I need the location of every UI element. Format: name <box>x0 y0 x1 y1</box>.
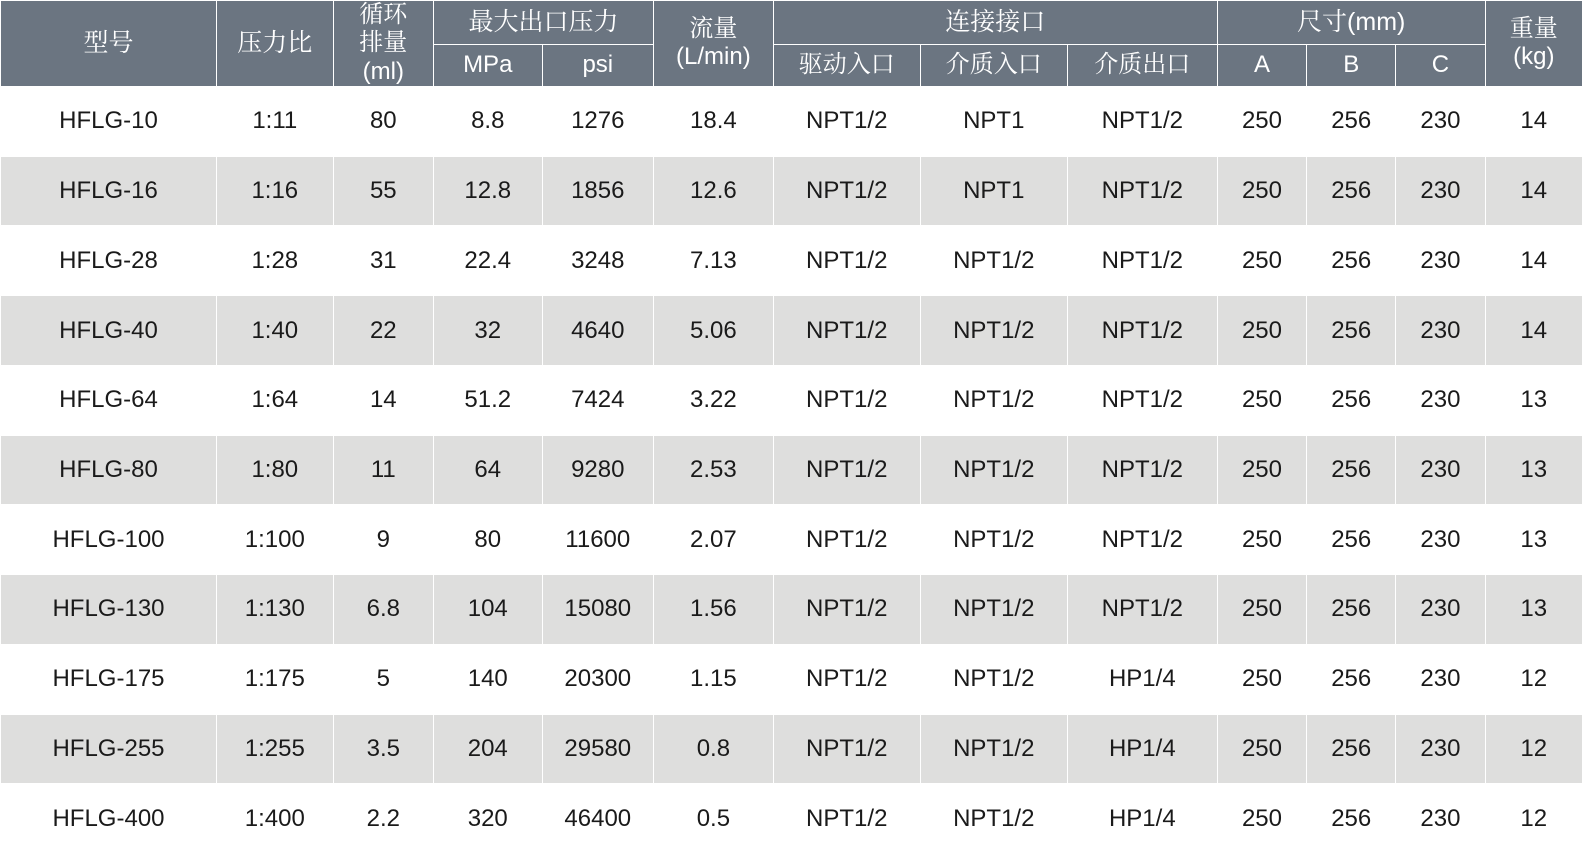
cell-model: HFLG-100 <box>1 505 217 575</box>
cell-displacement: 31 <box>333 226 433 296</box>
cell-model: HFLG-80 <box>1 435 217 505</box>
header-flow-unit: (L/min) <box>676 43 751 71</box>
header-weight-label: 重量 <box>1509 15 1558 43</box>
cell-flow: 3.22 <box>654 365 774 435</box>
cell-flow: 18.4 <box>654 86 774 156</box>
cell-dim-a: 250 <box>1217 86 1306 156</box>
cell-dim-c: 230 <box>1396 784 1485 854</box>
cell-dim-b: 256 <box>1307 296 1396 366</box>
cell-ratio: 1:64 <box>217 365 334 435</box>
cell-weight: 12 <box>1485 714 1582 784</box>
cell-dim-c: 230 <box>1396 505 1485 575</box>
cell-model: HFLG-28 <box>1 226 217 296</box>
cell-dim-b: 256 <box>1307 505 1396 575</box>
cell-model: HFLG-10 <box>1 86 217 156</box>
cell-displacement: 22 <box>333 296 433 366</box>
cell-displacement: 14 <box>333 365 433 435</box>
cell-psi: 9280 <box>542 435 654 505</box>
cell-model: HFLG-64 <box>1 365 217 435</box>
cell-ratio: 1:28 <box>217 226 334 296</box>
cell-ratio: 1:80 <box>217 435 334 505</box>
cell-dim-b: 256 <box>1307 156 1396 226</box>
table-row <box>1 505 1583 575</box>
cell-dim-b: 256 <box>1307 365 1396 435</box>
cell-dim-b: 256 <box>1307 435 1396 505</box>
cell-media-inlet: NPT1/2 <box>920 575 1067 645</box>
cell-media-inlet: NPT1/2 <box>920 365 1067 435</box>
cell-dim-b: 256 <box>1307 784 1396 854</box>
table-row <box>1 365 1583 435</box>
cell-dim-a: 250 <box>1217 644 1306 714</box>
header-connection: 连接接口 <box>773 1 1217 45</box>
cell-weight: 14 <box>1485 296 1582 366</box>
cell-drive-inlet: NPT1/2 <box>773 714 920 784</box>
cell-media-outlet: NPT1/2 <box>1067 505 1217 575</box>
header-cycle-displacement-line2: 排量 <box>359 29 408 57</box>
cell-mpa: 204 <box>434 714 543 784</box>
cell-drive-inlet: NPT1/2 <box>773 226 920 296</box>
cell-model: HFLG-16 <box>1 156 217 226</box>
cell-psi: 15080 <box>542 575 654 645</box>
table-header <box>1 1 1583 87</box>
cell-media-outlet: NPT1/2 <box>1067 575 1217 645</box>
header-max-outlet-pressure: 最大出口压力 <box>434 1 654 45</box>
header-flow <box>654 1 774 87</box>
cell-dim-c: 230 <box>1396 156 1485 226</box>
cell-mpa: 51.2 <box>434 365 543 435</box>
table-row <box>1 575 1583 645</box>
cell-media-outlet: NPT1/2 <box>1067 296 1217 366</box>
cell-mpa: 140 <box>434 644 543 714</box>
cell-media-outlet: NPT1/2 <box>1067 365 1217 435</box>
cell-psi: 20300 <box>542 644 654 714</box>
table-row <box>1 435 1583 505</box>
header-dim-c: C <box>1396 44 1485 86</box>
cell-displacement: 80 <box>333 86 433 156</box>
header-row-1 <box>1 1 1583 45</box>
cell-media-inlet: NPT1/2 <box>920 644 1067 714</box>
cell-drive-inlet: NPT1/2 <box>773 784 920 854</box>
cell-ratio: 1:40 <box>217 296 334 366</box>
header-dimensions: 尺寸(mm) <box>1217 1 1485 45</box>
table-row <box>1 714 1583 784</box>
cell-flow: 0.8 <box>654 714 774 784</box>
cell-media-outlet: NPT1/2 <box>1067 86 1217 156</box>
cell-media-inlet: NPT1/2 <box>920 714 1067 784</box>
cell-dim-c: 230 <box>1396 714 1485 784</box>
cell-displacement: 9 <box>333 505 433 575</box>
cell-dim-b: 256 <box>1307 714 1396 784</box>
cell-displacement: 6.8 <box>333 575 433 645</box>
cell-flow: 7.13 <box>654 226 774 296</box>
cell-mpa: 80 <box>434 505 543 575</box>
cell-media-outlet: NPT1/2 <box>1067 435 1217 505</box>
cell-media-outlet: HP1/4 <box>1067 714 1217 784</box>
cell-dim-b: 256 <box>1307 226 1396 296</box>
cell-drive-inlet: NPT1/2 <box>773 296 920 366</box>
cell-dim-a: 250 <box>1217 296 1306 366</box>
cell-dim-c: 230 <box>1396 365 1485 435</box>
cell-weight: 14 <box>1485 86 1582 156</box>
header-cycle-displacement-line1: 循环 <box>359 1 408 28</box>
cell-psi: 1276 <box>542 86 654 156</box>
cell-flow: 1.15 <box>654 644 774 714</box>
cell-mpa: 8.8 <box>434 86 543 156</box>
cell-mpa: 12.8 <box>434 156 543 226</box>
cell-psi: 7424 <box>542 365 654 435</box>
cell-drive-inlet: NPT1/2 <box>773 365 920 435</box>
cell-media-inlet: NPT1 <box>920 86 1067 156</box>
header-media-outlet: 介质出口 <box>1067 44 1217 86</box>
header-dim-b: B <box>1307 44 1396 86</box>
cell-dim-b: 256 <box>1307 644 1396 714</box>
cell-dim-a: 250 <box>1217 365 1306 435</box>
cell-weight: 13 <box>1485 365 1582 435</box>
cell-dim-c: 230 <box>1396 435 1485 505</box>
cell-dim-a: 250 <box>1217 435 1306 505</box>
cell-media-outlet: HP1/4 <box>1067 644 1217 714</box>
cell-ratio: 1:175 <box>217 644 334 714</box>
cell-media-inlet: NPT1/2 <box>920 435 1067 505</box>
cell-media-inlet: NPT1/2 <box>920 784 1067 854</box>
cell-flow: 2.07 <box>654 505 774 575</box>
cell-psi: 4640 <box>542 296 654 366</box>
cell-ratio: 1:11 <box>217 86 334 156</box>
cell-ratio: 1:130 <box>217 575 334 645</box>
cell-displacement: 5 <box>333 644 433 714</box>
table-row <box>1 226 1583 296</box>
table-row <box>1 644 1583 714</box>
cell-dim-a: 250 <box>1217 714 1306 784</box>
header-flow-label: 流量 <box>689 15 738 43</box>
cell-weight: 12 <box>1485 644 1582 714</box>
header-dim-a: A <box>1217 44 1306 86</box>
table-body <box>1 86 1583 853</box>
cell-mpa: 320 <box>434 784 543 854</box>
cell-weight: 13 <box>1485 505 1582 575</box>
cell-media-inlet: NPT1/2 <box>920 296 1067 366</box>
cell-drive-inlet: NPT1/2 <box>773 644 920 714</box>
cell-media-outlet: NPT1/2 <box>1067 226 1217 296</box>
cell-drive-inlet: NPT1/2 <box>773 575 920 645</box>
cell-ratio: 1:400 <box>217 784 334 854</box>
cell-drive-inlet: NPT1/2 <box>773 156 920 226</box>
cell-psi: 1856 <box>542 156 654 226</box>
table-row <box>1 296 1583 366</box>
cell-psi: 11600 <box>542 505 654 575</box>
cell-mpa: 64 <box>434 435 543 505</box>
header-mpa: MPa <box>434 44 543 86</box>
cell-mpa: 104 <box>434 575 543 645</box>
cell-media-inlet: NPT1/2 <box>920 226 1067 296</box>
header-cycle-displacement <box>333 1 433 87</box>
cell-media-outlet: NPT1/2 <box>1067 156 1217 226</box>
cell-flow: 5.06 <box>654 296 774 366</box>
cell-ratio: 1:16 <box>217 156 334 226</box>
cell-weight: 13 <box>1485 575 1582 645</box>
cell-flow: 2.53 <box>654 435 774 505</box>
cell-displacement: 55 <box>333 156 433 226</box>
header-model: 型号 <box>1 1 217 87</box>
cell-dim-c: 230 <box>1396 226 1485 296</box>
cell-dim-b: 256 <box>1307 575 1396 645</box>
header-weight <box>1485 1 1582 87</box>
cell-ratio: 1:255 <box>217 714 334 784</box>
header-drive-inlet: 驱动入口 <box>773 44 920 86</box>
cell-dim-a: 250 <box>1217 575 1306 645</box>
table-row <box>1 156 1583 226</box>
header-cycle-displacement-unit: (ml) <box>362 57 404 85</box>
cell-dim-c: 230 <box>1396 86 1485 156</box>
cell-media-inlet: NPT1/2 <box>920 505 1067 575</box>
cell-psi: 46400 <box>542 784 654 854</box>
cell-dim-c: 230 <box>1396 644 1485 714</box>
cell-weight: 14 <box>1485 226 1582 296</box>
cell-dim-a: 250 <box>1217 784 1306 854</box>
cell-model: HFLG-40 <box>1 296 217 366</box>
cell-psi: 3248 <box>542 226 654 296</box>
table-row <box>1 86 1583 156</box>
cell-dim-c: 230 <box>1396 575 1485 645</box>
cell-drive-inlet: NPT1/2 <box>773 505 920 575</box>
cell-drive-inlet: NPT1/2 <box>773 435 920 505</box>
cell-flow: 0.5 <box>654 784 774 854</box>
cell-weight: 13 <box>1485 435 1582 505</box>
header-pressure-ratio: 压力比 <box>217 1 334 87</box>
cell-weight: 14 <box>1485 156 1582 226</box>
cell-weight: 12 <box>1485 784 1582 854</box>
cell-displacement: 3.5 <box>333 714 433 784</box>
cell-displacement: 2.2 <box>333 784 433 854</box>
cell-model: HFLG-130 <box>1 575 217 645</box>
header-psi: psi <box>542 44 654 86</box>
cell-mpa: 22.4 <box>434 226 543 296</box>
cell-dim-b: 256 <box>1307 86 1396 156</box>
cell-media-outlet: HP1/4 <box>1067 784 1217 854</box>
header-media-inlet: 介质入口 <box>920 44 1067 86</box>
cell-dim-a: 250 <box>1217 156 1306 226</box>
cell-displacement: 11 <box>333 435 433 505</box>
table-row <box>1 784 1583 854</box>
cell-dim-a: 250 <box>1217 226 1306 296</box>
cell-psi: 29580 <box>542 714 654 784</box>
cell-drive-inlet: NPT1/2 <box>773 86 920 156</box>
cell-dim-a: 250 <box>1217 505 1306 575</box>
cell-mpa: 32 <box>434 296 543 366</box>
cell-dim-c: 230 <box>1396 296 1485 366</box>
cell-model: HFLG-255 <box>1 714 217 784</box>
cell-model: HFLG-400 <box>1 784 217 854</box>
cell-ratio: 1:100 <box>217 505 334 575</box>
cell-model: HFLG-175 <box>1 644 217 714</box>
cell-media-inlet: NPT1 <box>920 156 1067 226</box>
header-weight-unit: (kg) <box>1513 43 1555 71</box>
cell-flow: 12.6 <box>654 156 774 226</box>
cell-flow: 1.56 <box>654 575 774 645</box>
